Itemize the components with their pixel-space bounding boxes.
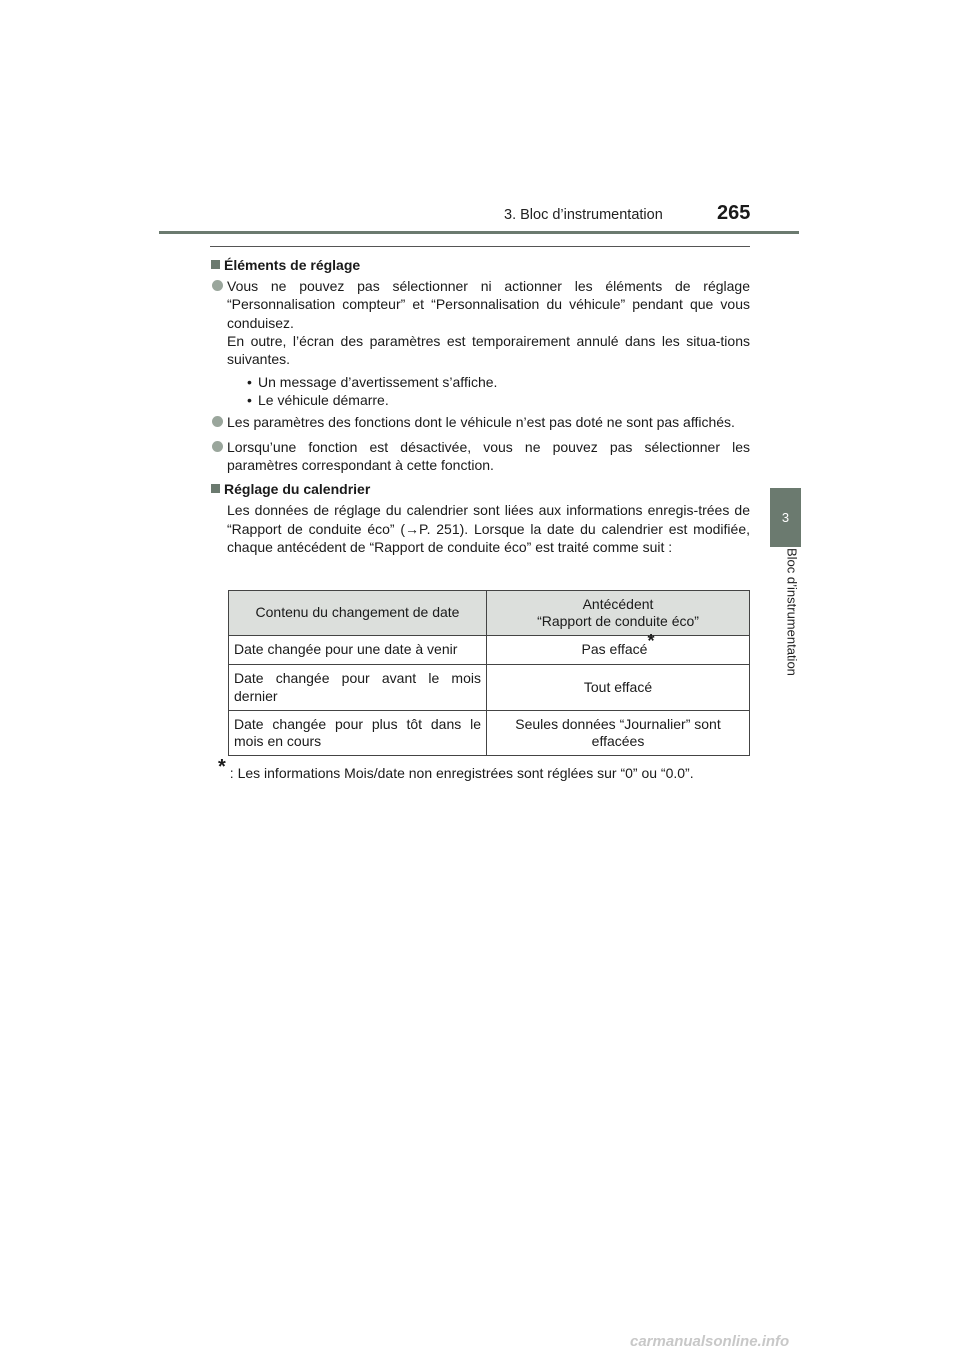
date-change-table bbox=[228, 590, 750, 756]
sub-list-item: • Le véhicule démarre. bbox=[247, 391, 750, 409]
section-heading-calendar bbox=[210, 480, 750, 498]
header-rule bbox=[159, 231, 799, 234]
table-row bbox=[229, 711, 750, 756]
circle-bullet-icon bbox=[212, 441, 223, 452]
table-cell-change: Date changée pour avant le mois dernier bbox=[229, 665, 487, 711]
section-heading-text: Éléments de réglage bbox=[224, 257, 361, 273]
content-rule bbox=[210, 246, 750, 247]
table-header-row bbox=[229, 591, 750, 636]
bullet-item bbox=[210, 438, 750, 474]
bullet-text-continued: En outre, l’écran des paramètres est temporairement annulé dans les situa-tions suivantes. bbox=[227, 332, 750, 368]
footnote bbox=[218, 756, 694, 781]
page-number: 265 bbox=[717, 202, 751, 224]
circle-bullet-icon bbox=[212, 280, 223, 291]
calendar-paragraph: Les données de réglage du calendrier sont liées aux informations enregis-trées de “Rapport de conduite éco” (→P. 251). Lorsque la date du calendrier est modifiée, chaque antécédent de “Rapport de conduite éco” est traité comme suit : bbox=[227, 502, 750, 555]
circle-bullet-icon bbox=[212, 416, 223, 427]
table-cell-change: Date changée pour une date à venir bbox=[229, 636, 487, 665]
section-heading-settings bbox=[210, 256, 750, 274]
table-header-cell: Contenu du changement de date bbox=[229, 591, 487, 636]
sub-list-item: • Un message d’avertissement s’affiche. bbox=[247, 373, 750, 391]
result-text: Pas effacé bbox=[581, 641, 648, 658]
chapter-tab bbox=[770, 488, 801, 547]
table-header-cell bbox=[487, 591, 750, 636]
page-content bbox=[210, 252, 750, 556]
watermark: carmanualsonline.info bbox=[630, 1333, 790, 1350]
square-bullet-icon bbox=[211, 260, 220, 269]
asterisk-mark: * bbox=[647, 631, 655, 652]
table-cell-result: Tout effacé bbox=[487, 665, 750, 711]
bullet-text: Vous ne pouvez pas sélectionner ni actionner les éléments de réglage “Personnalisation compteur” et “Personnalisation du véhicule” pendant que vous conduisez. bbox=[227, 278, 750, 331]
square-bullet-icon bbox=[211, 484, 220, 493]
table-row bbox=[229, 636, 750, 665]
table-row bbox=[229, 665, 750, 711]
section-heading-text: Réglage du calendrier bbox=[224, 481, 371, 498]
table-cell-result: Seules données “Journalier” sont effacées bbox=[487, 711, 750, 756]
header-section-title: 3. Bloc d’instrumentation bbox=[504, 207, 663, 223]
sub-list bbox=[227, 373, 750, 409]
asterisk-mark: * bbox=[218, 756, 226, 778]
table-cell-result bbox=[487, 631, 750, 665]
bullet-item bbox=[210, 277, 750, 409]
bullet-text: Les paramètres des fonctions dont le véhicule n’est pas doté ne sont pas affichés. bbox=[227, 413, 735, 430]
footnote-text: : Les informations Mois/date non enregistrées sont réglées sur “0” ou “0.0”. bbox=[229, 765, 694, 781]
chapter-tab-number: 3 bbox=[781, 510, 790, 525]
bullet-item bbox=[210, 413, 750, 431]
chapter-tab-label: Bloc d’instrumentation bbox=[784, 548, 800, 676]
bullet-text: Lorsqu’une fonction est désactivée, vous ne pouvez pas sélectionner les paramètres correspondant à cette fonction. bbox=[227, 438, 750, 474]
header-line: “Rapport de conduite éco” bbox=[537, 613, 699, 629]
header-line: Antécédent bbox=[582, 595, 654, 612]
table-cell-change: Date changée pour plus tôt dans le mois en cours bbox=[229, 711, 487, 756]
